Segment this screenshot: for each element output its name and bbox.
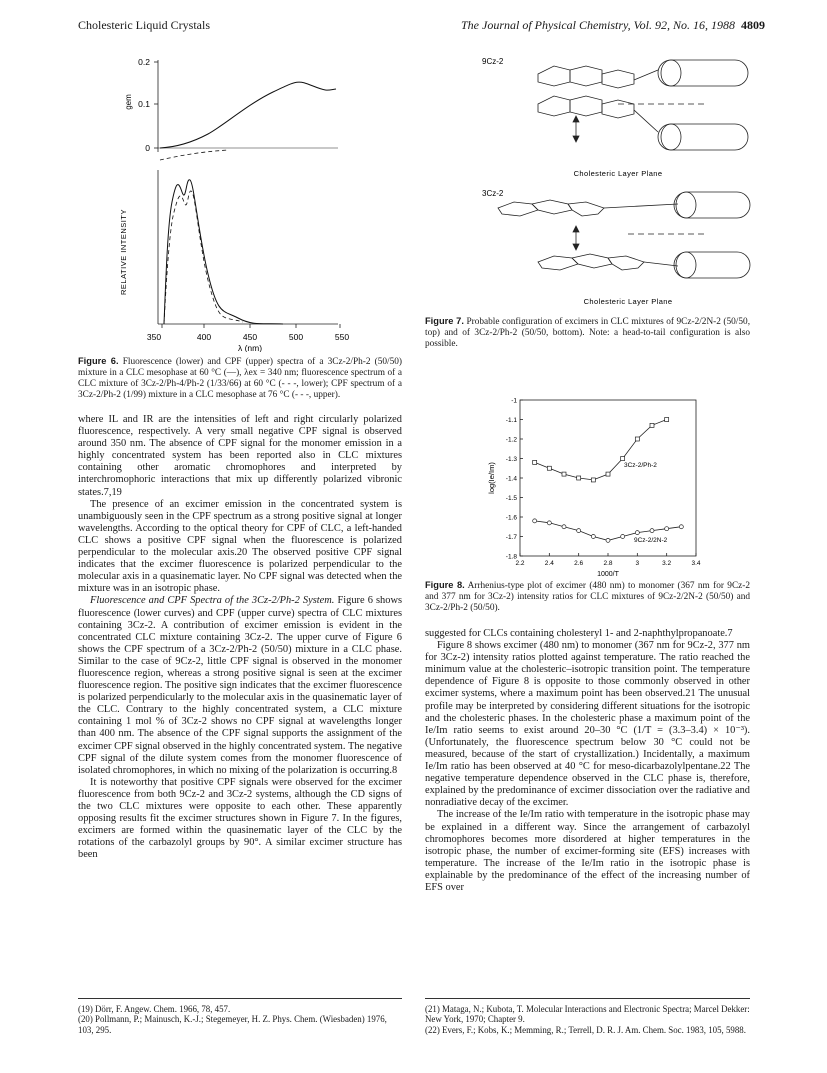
arrow-head-icon — [573, 226, 579, 232]
fig8-data-point — [621, 535, 625, 539]
fig8-xtick-label: 3.4 — [691, 560, 701, 567]
fig8-data-point — [606, 472, 610, 476]
cylinder-end-icon — [676, 192, 696, 218]
fig8-data-point — [547, 466, 551, 470]
cholesteryl-cylinder-icon — [674, 252, 750, 278]
paragraph — [78, 595, 402, 776]
reference-item: (21) Mataga, N.; Kubota, T. Molecular Interactions and Electronic Spectra; Marcel Dekker: New York, 1970; Chapter 9. — [425, 1004, 750, 1025]
carbazole-ring-icon — [602, 100, 634, 118]
fig6-cpf-curve-solid — [160, 82, 336, 148]
fig8-series-label-top: 3Cz-2/Ph-2 — [624, 462, 657, 469]
journal-citation: The Journal of Physical Chemistry, Vol. 92, No. 16, 1988 — [461, 18, 735, 32]
alkyl-chain — [634, 70, 658, 80]
fig8-ytick-label: -1.4 — [505, 475, 517, 483]
carbazole-ring-icon — [608, 256, 644, 270]
fig8-ytick-label: -1.1 — [505, 417, 517, 424]
caption-text: Arrhenius-type plot of excimer (480 nm) to monomer (367 nm for 9Cz-2 and 377 nm for 3Cz-2) intensity ratios for CLC mixtures of 9Cz-2/2N-2 (50/50) and 3Cz-2/Ph-2 (50/50). — [425, 581, 751, 613]
reference-item: (19) Dörr, F. Angew. Chem. 1966, 78, 457. — [78, 1004, 231, 1014]
fig8-data-point — [635, 531, 639, 535]
fig8-series-line — [535, 420, 667, 480]
fig8-xtick-label: 3.2 — [662, 560, 672, 567]
fig6-xtick-label: 550 — [334, 332, 350, 342]
paragraph: where IL and IR are the intensities of left and right circularly polarized fluorescence, respectively. A very small negative CPF signal is observed around 350 nm. The absence of CPF signal for the monomer emission in a highly concentrated system has been reported also in CLC mixtures containing other aromatic chromophores and interpreted by interchromophoric interactions that mix up differently polarized vibronic states.7,19 — [78, 414, 402, 498]
running-header-left: Cholesteric Liquid Crystals — [78, 18, 210, 32]
reference-item: (20) Pollmann, P.; Mainusch, K.-J.; Stegemeyer, H. Z. Phys. Chem. (Wiesbaden) 1976, 103, 295. — [78, 1014, 387, 1035]
arrow-head-icon — [573, 244, 579, 250]
fig8-plot-frame — [520, 400, 696, 556]
fig6-ytick-label: 0.1 — [138, 99, 150, 109]
fig6-cpf-curve-dashed — [160, 150, 228, 160]
section-run-in-title: Fluorescence and CPF Spectra of the 3Cz-2/Ph-2 System. — [90, 595, 335, 607]
alkyl-chain — [644, 262, 678, 266]
fig7-plane-top: Cholesteric Layer Plane — [573, 169, 663, 178]
fig8-xtick-label: 2.8 — [603, 560, 613, 567]
carbazole-ring-icon — [538, 66, 570, 86]
caption-label: Figure 7. — [425, 316, 464, 326]
references-right — [425, 1004, 750, 1035]
caption-text: Probable configuration of excimers in CLC mixtures of 9Cz-2/2N-2 (50/50, top) and of 3Cz-2/Ph-2 (50/50, bottom). Note: a head-to-tail configuration is also possible. — [425, 317, 751, 349]
carbazole-ring-icon — [572, 254, 612, 268]
fig8-ytick-label: -1.6 — [505, 514, 517, 522]
paragraph: The increase of the Ie/Im ratio with temperature in the isotropic phase may be explained in a different way. Since the arrangement of carbazolyl chromophores becomes more disordered at higher temperatures in the isotropic phase, the number of excimer-forming site (EFS) increases with temperature. The increase of the Ie/Im ratio in the isotropic phase is explainable by the predominance of the effect of the increasing number of EFS over — [425, 809, 750, 893]
paragraph: It is noteworthy that positive CPF signals were observed for the excimer fluorescence from both 9Cz-2 and 3Cz-2 systems, although the CD signs of the two CLC mixtures were opposite to each other. These apparently opposing results fit the excimer structures shown in Figure 7. In the figures, excimers are formed within the quasinematic layer of the CLC by the rotations of the carbazolyl groups by 90°. A similar excimer structure has been — [78, 776, 402, 861]
fig8-data-point — [650, 529, 654, 533]
fig7-bottom-excimer — [498, 192, 750, 278]
fig8-data-point — [562, 525, 566, 529]
fig6-xtick-label: 450 — [242, 332, 258, 342]
carbazole-ring-icon — [532, 200, 572, 214]
fig6-top-panel — [124, 57, 338, 160]
carbazole-ring-icon — [538, 96, 570, 116]
fig6-xtick-label: 500 — [288, 332, 304, 342]
figure-6-chart — [98, 52, 368, 352]
carbazole-ring-icon — [570, 66, 602, 86]
fig7-label-top: 9Cz-2 — [482, 57, 504, 66]
right-column-body — [425, 628, 750, 894]
figure-7-caption — [425, 316, 750, 350]
fig8-data-point — [635, 437, 639, 441]
fig8-ytick-label: -1.2 — [505, 436, 517, 444]
fig8-xtick-label: 2.4 — [544, 560, 554, 567]
fig8-data-point — [591, 478, 595, 482]
reference-item: (22) Evers, F.; Kobs, K.; Memming, R.; Terrell, D. R. J. Am. Chem. Soc. 1983, 105, 5988. — [425, 1024, 746, 1035]
fig8-ytick-label: -1.3 — [505, 456, 517, 463]
fig7-label-bottom: 3Cz-2 — [482, 189, 504, 198]
fig8-data-point — [562, 472, 566, 476]
fig8-xtick-label: 2.6 — [574, 560, 584, 567]
fig6-ytick-label: 0 — [145, 143, 150, 153]
footnote-rule-right — [425, 998, 750, 999]
arrow-head-icon — [573, 136, 579, 142]
fig8-data-point — [577, 476, 581, 480]
fig8-xlabel: 1000/T — [597, 571, 619, 578]
fig8-series-label-bottom: 9Cz-2/2N-2 — [634, 537, 668, 544]
fig8-ytick-label: -1.8 — [505, 553, 517, 561]
paragraph: The presence of an excimer emission in the concentrated system is unambiguously seen in the CPF spectrum as a strong positive signal at longer wavelengths. According to the optical theory for CPF of CLC, a left-handed CLC shows a positive CPF signal when the fluorescence is polarized perpendicular to the molecular axis.20 The observed positive CPF signal indicates that the excimer fluorescence is polarized perpendicular to the molecular axis in a quasinematic layer. No CPF signal was detected when the mixture was in an isotropic phase. — [78, 498, 402, 595]
fig8-ylabel: log(Ie/Im) — [487, 462, 496, 494]
fig8-data-point — [621, 457, 625, 461]
caption-label: Figure 6. — [78, 356, 119, 366]
caption-text: Fluorescence (lower) and CPF (upper) spectra of a 3Cz-2/Ph-2 (50/50) mixture in a CLC mesophase at 60 °C (—), λex = 340 nm; fluorescence spectrum of a CLC mixture of 3Cz-2/Ph-4/Ph-2 (1/33/66) at 60 °C (- - -, lower); CPF spectrum of a 3Cz-2/Ph-2 (1/99) mixture in a CLC mesophase at 76 °C (- - -, upper). — [78, 357, 403, 400]
fig8-data-point — [591, 535, 595, 539]
footnote-rule-left — [78, 998, 402, 999]
fig6-xtick-label: 350 — [146, 332, 162, 342]
left-column-body — [78, 414, 402, 861]
fig8-yticks — [506, 398, 523, 561]
page-number: 4809 — [741, 18, 765, 32]
fig8-xticks — [515, 553, 700, 567]
cylinder-end-icon — [661, 60, 681, 86]
cholesteryl-cylinder-icon — [674, 192, 750, 218]
fig6-fluorescence-solid — [164, 180, 283, 324]
fig8-data-point — [606, 538, 610, 542]
cylinder-end-icon — [676, 252, 696, 278]
figure-6-caption — [78, 356, 402, 401]
fig8-data-point — [533, 460, 537, 464]
fig7-plane-bottom: Cholesteric Layer Plane — [583, 297, 673, 306]
fig6-xtick-label: 400 — [196, 332, 212, 342]
fig6-ylabel-bottom: RELATIVE INTENSITY — [119, 209, 128, 295]
carbazole-ring-icon — [570, 96, 602, 116]
fig6-ytick-label: 0.2 — [138, 57, 150, 67]
fig7-top-excimer — [538, 60, 748, 150]
figure-8-chart — [484, 390, 704, 578]
fig8-ytick-label: -1 — [511, 397, 517, 405]
carbazole-ring-icon — [568, 202, 604, 216]
fig8-xtick-label: 2.2 — [515, 560, 525, 567]
figure-8-caption — [425, 580, 750, 614]
carbazole-ring-icon — [602, 70, 634, 88]
fig8-data-point — [650, 423, 654, 427]
fig6-ylabel-top: gem — [124, 94, 133, 110]
fig6-fluorescence-dashed — [164, 191, 243, 324]
cylinder-end-icon — [661, 124, 681, 150]
arrow-head-icon — [573, 116, 579, 122]
alkyl-chain — [604, 204, 678, 208]
alkyl-chain — [634, 110, 658, 132]
fig8-series — [533, 418, 684, 543]
fig8-ytick-label: -1.7 — [505, 534, 517, 541]
fig8-data-point — [679, 525, 683, 529]
paragraph: suggested for CLCs containing cholesteryl 1- and 2-naphthylpropanoate.7 — [425, 628, 733, 639]
paragraph: Figure 8 shows excimer (480 nm) to monomer (367 nm for 9Cz-2, 377 nm for 3Cz-2) intensity ratios plotted against temperature. The ratio reached the minimum value at the cholesteric–isotropic transition point. The temperature dependence of Figure 8 is opposite to those commonly observed in other excimer systems, where a maximum point has been observed.21 The unusual profile may be interpreted by considering different situations for the isotropic and the cholesteric phases. In the cholesteric phase a maximum point of the Ie/Im ratio seems to exist around 20–30 °C (1/T = (3.3–3.4) × 10⁻³). (Unfortunately, the fluorescence spectrum below 30 °C could not be measured, because of the start of crystallization.) Incidentally, a maximum Ie/Im ratio has been observed at 40 °C for meso-dicarbazolylpentane.22 The negative temperature dependence observed in the CLC phase is, therefore, explained by the predominance of excimer dissociation over the radiative and nonradiative decay of the excimer. — [425, 640, 750, 809]
references-left — [78, 1004, 402, 1035]
running-header-right — [461, 18, 765, 33]
fig8-ytick-label: -1.5 — [505, 495, 517, 502]
fig6-bottom-panel — [119, 170, 349, 352]
fig8-data-point — [665, 418, 669, 422]
fig8-xtick-label: 3 — [635, 560, 640, 567]
paragraph-text: Figure 6 shows fluorescence (lower curves) and CPF (upper curve) spectra of CLC mixtures containing 3Cz-2. A contribution of excimer emission is evident in the concentrated CLC mixture containing 3Cz-2. The upper curve of Figure 6 shows the CPF spectrum of a 3Cz-2/Ph-2 (50/50) mixture in a CLC phase. Similar to the case of 9Cz-2, little CPF signal is observed in the monomer fluorescence region, whereas a strong positive signal is seen at the excimer fluorescence region. The positive sign indicates that the excimer fluorescence is polarized perpendicularly to the molecular axis in the quasinematic layer of the CLC. Contrary to the highly concentrated system, a CLC mixture containing 1 mol % of 3Cz-2 shows no CPF signal at wavelengths longer than 400 nm. The absence of the CPF signal supports the assignment of the excimer CPF signal observed in the highly concentrated system. The negative CPF signal of the dilute system comes from the monomer fluorescence of isolated chromophores, in which no mixing of the polarization is occurring.8 — [78, 595, 402, 776]
fig6-xlabel: λ (nm) — [237, 343, 263, 352]
caption-label: Figure 8. — [425, 580, 465, 590]
cholesteryl-cylinder-icon — [658, 124, 748, 150]
fig8-data-point — [533, 519, 537, 523]
fig8-data-point — [577, 529, 581, 533]
fig8-data-point — [547, 521, 551, 525]
cholesteryl-cylinder-icon — [658, 60, 748, 86]
figure-7-diagram — [478, 52, 768, 312]
fig8-data-point — [665, 527, 669, 531]
